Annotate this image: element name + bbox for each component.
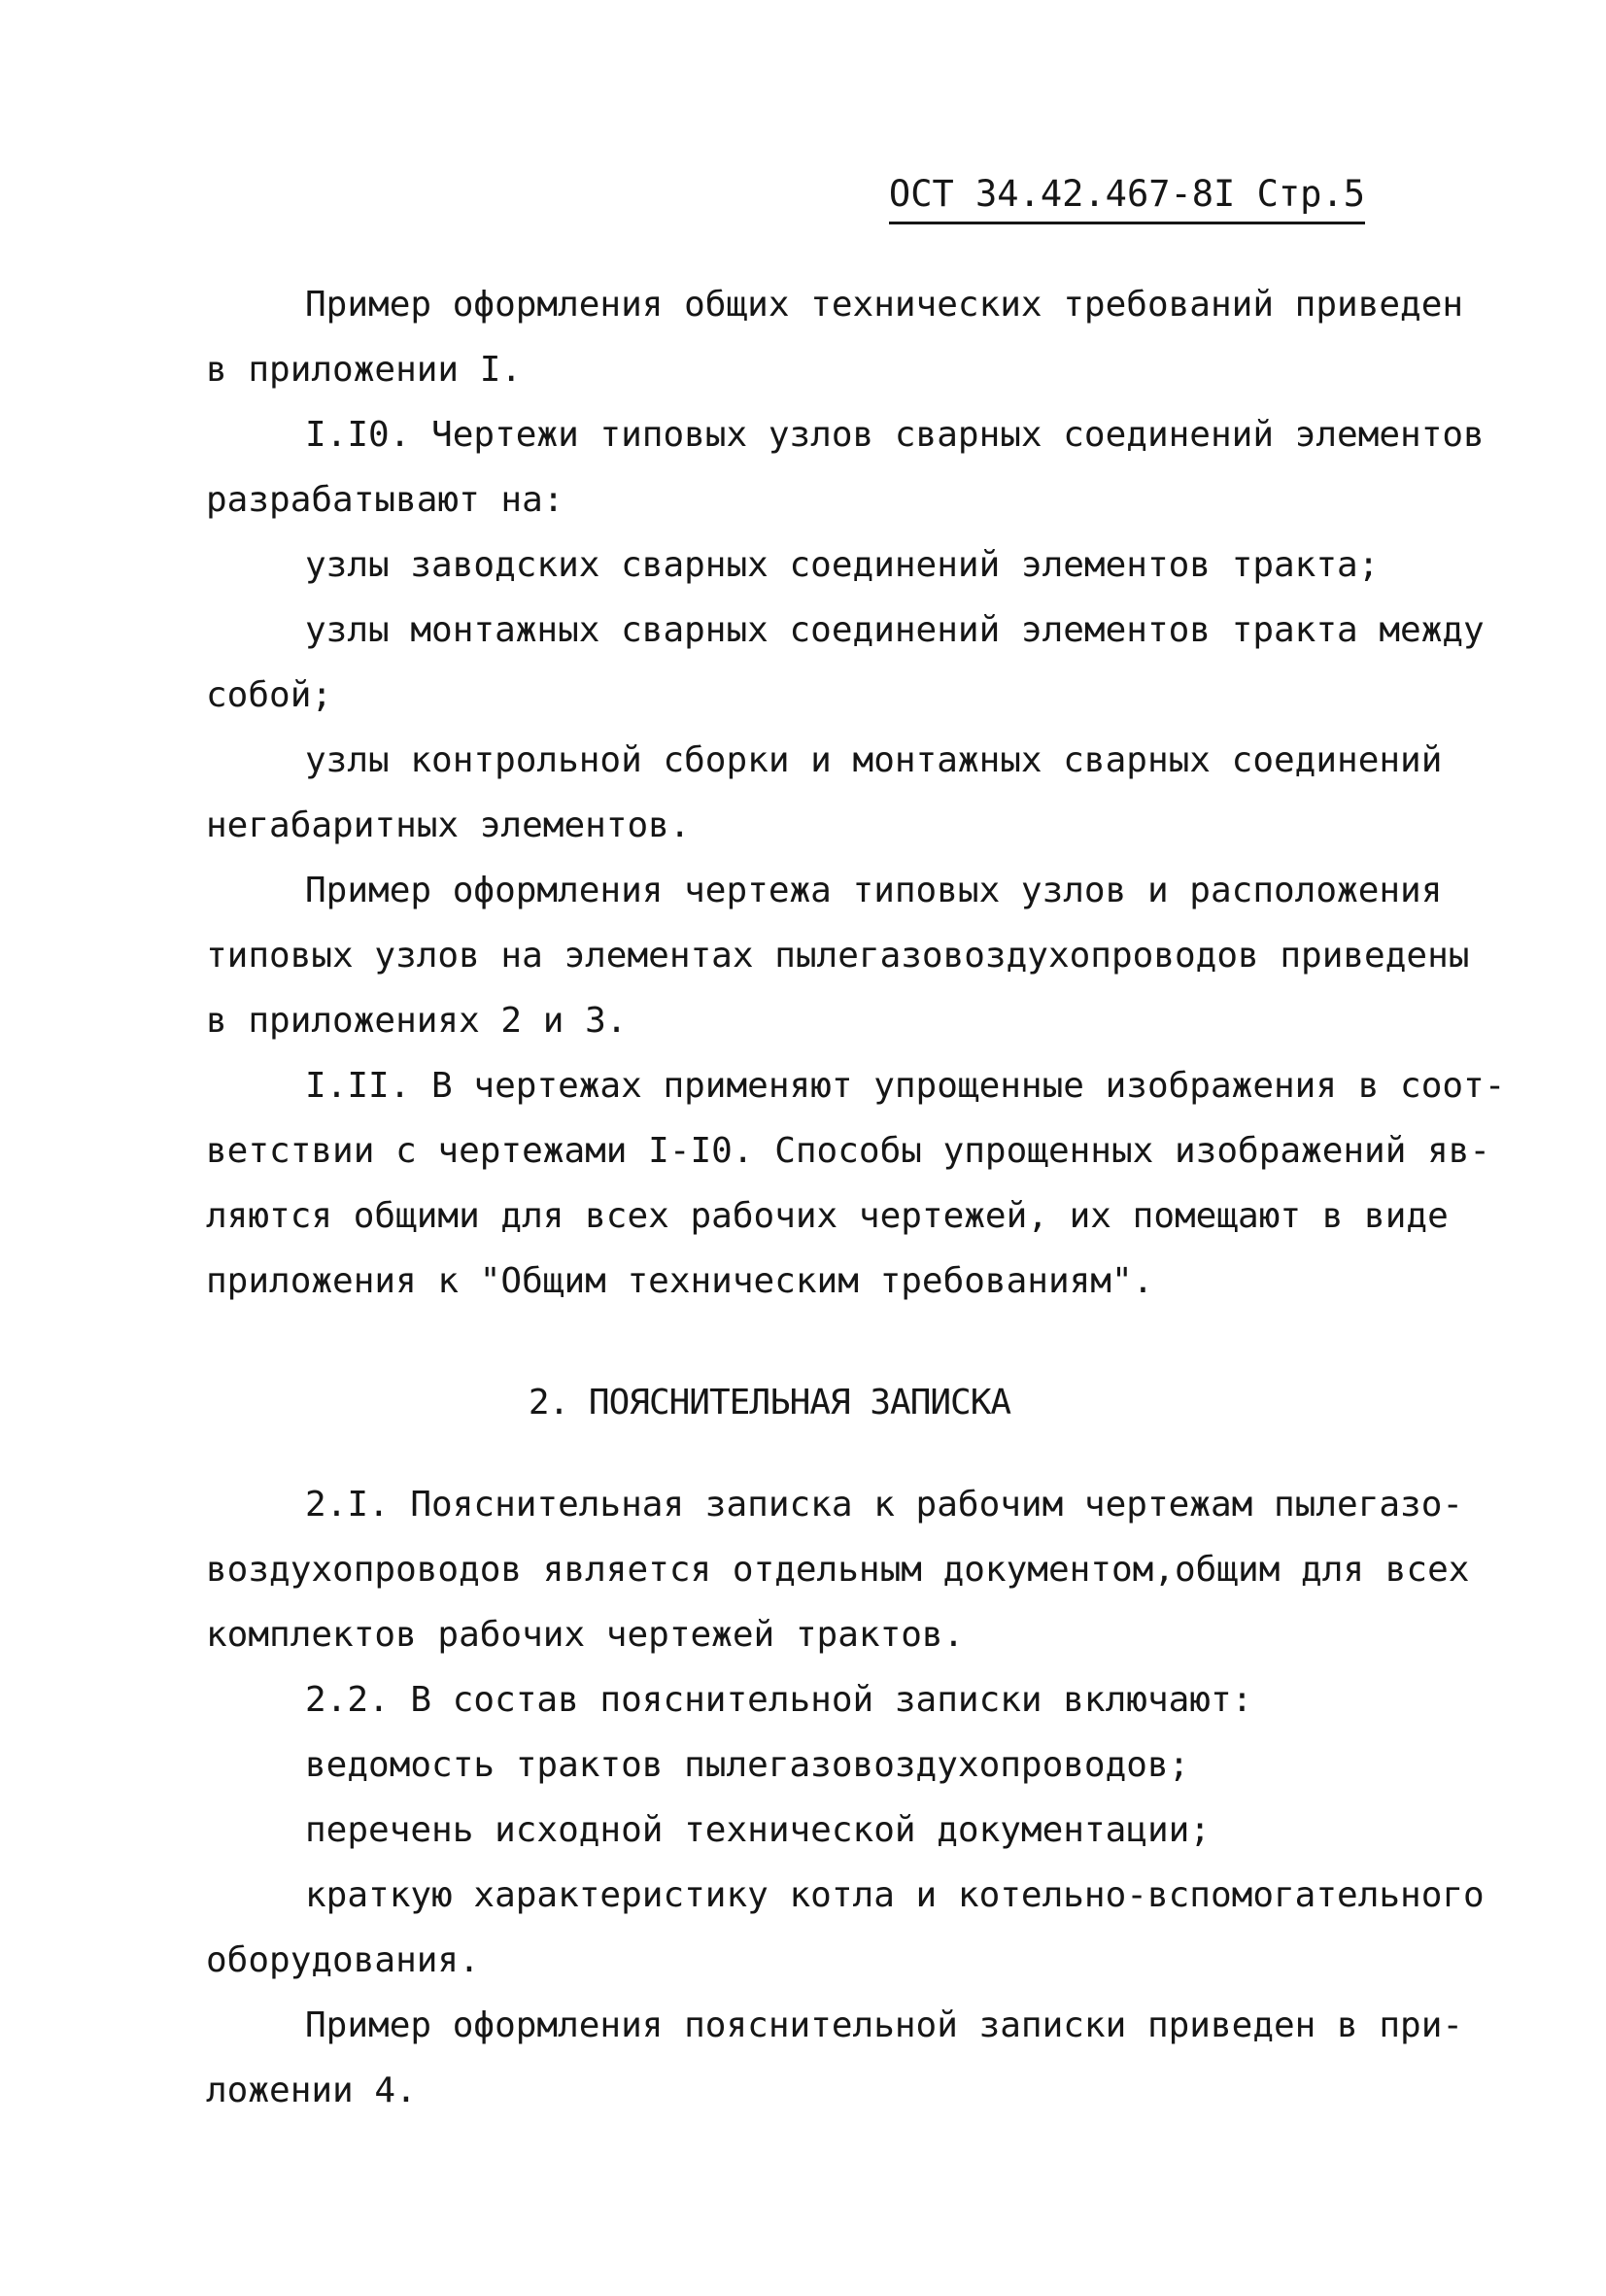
paragraph-line: 2.2. В состав пояснительной записки включают: — [305, 1680, 1253, 1720]
paragraph-line: разрабатывают на: — [206, 480, 564, 520]
paragraph-line: I.II. В чертежах применяют упрощенные изображения в соот- — [305, 1066, 1506, 1106]
section-heading: 2. ПОЯСНИТЕЛЬНАЯ ЗАПИСКА — [528, 1383, 1011, 1422]
list-line: негабаритных элементов. — [206, 805, 691, 845]
document-body — [206, 272, 1506, 2123]
list-line: узлы контрольной сборки и монтажных сварных соединений — [305, 740, 1443, 780]
list-line: ведомость трактов пылегазовоздухопроводов; — [305, 1745, 1190, 1785]
page-header-doc-ref: ОСТ 34.42.467-8I Стр.5 — [889, 171, 1365, 224]
list-line: краткую характеристику котла и котельно-вспомогательного — [305, 1875, 1485, 1915]
list-line: узлы монтажных сварных соединений элементов тракта между — [305, 610, 1485, 650]
paragraph-line: ляются общими для всех рабочих чертежей, их помещают в виде — [206, 1196, 1449, 1236]
paragraph-line: в приложениях 2 и 3. — [206, 1001, 628, 1041]
paragraph-line: ветствии с чертежами I-I0. Способы упрощенных изображений яв- — [206, 1131, 1491, 1171]
paragraph-line: типовых узлов на элементах пылегазовоздухопроводов приведены — [206, 936, 1470, 976]
paragraph-line: в приложении I. — [206, 350, 523, 390]
paragraph-line: Пример оформления общих технических требований приведен — [305, 285, 1464, 325]
paragraph-line: Пример оформления пояснительной записки приведен в при- — [305, 2005, 1464, 2045]
list-line: узлы заводских сварных соединений элементов тракта; — [305, 545, 1380, 585]
paragraph-line: комплектов рабочих чертежей трактов. — [206, 1615, 965, 1655]
list-line: собой; — [206, 675, 333, 715]
paragraph-line: I.I0. Чертежи типовых узлов сварных соединений элементов — [305, 415, 1485, 455]
list-line: оборудования. — [206, 1940, 480, 1980]
paragraph-line: воздухопроводов является отдельным документом,общим для всех — [206, 1550, 1470, 1590]
paragraph-line: приложения к "Общим техническим требованиям". — [206, 1261, 1154, 1301]
paragraph-line: 2.I. Пояснительная записка к рабочим чертежам пылегазо- — [305, 1485, 1464, 1525]
paragraph-line: Пример оформления чертежа типовых узлов и расположения — [305, 871, 1443, 910]
paragraph-line: ложении 4. — [206, 2071, 417, 2110]
list-line: перечень исходной технической документации; — [305, 1810, 1211, 1850]
